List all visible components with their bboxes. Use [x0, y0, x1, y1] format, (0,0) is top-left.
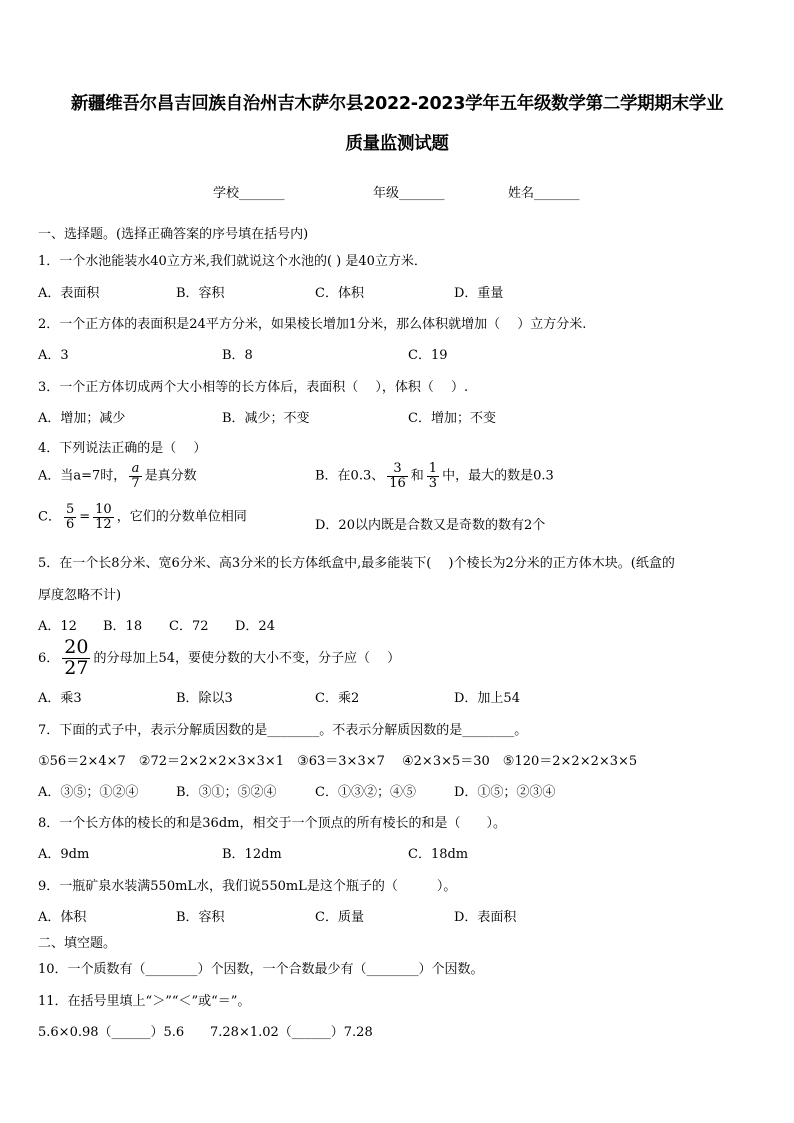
- question-1: 1．一个水池能装水40立方米,我们就说这个水池的( ) 是40立方米．: [38, 254, 427, 269]
- q2-option-b: B．8: [222, 348, 253, 363]
- fraction-denominator: 12: [95, 516, 112, 532]
- q2-option-a: A．3: [38, 348, 69, 363]
- q8-option-b: B．12dm: [222, 847, 282, 862]
- question-11: 11．在括号里填上“＞”“＜”或“＝”。: [38, 994, 251, 1009]
- question-3: 3．一个正方体切成两个大小相等的长方体后，表面积（ ），体积（ ）.: [38, 380, 469, 395]
- fraction-denominator: 3: [428, 475, 438, 491]
- fraction-1-over-3: [427, 462, 439, 490]
- name-field: 姓名_______: [508, 186, 580, 201]
- question-6: [38, 638, 400, 679]
- q9-option-d: D．表面积: [454, 910, 517, 925]
- q1-option-c: C．体积: [315, 286, 364, 301]
- question-7: 7．下面的式子中，表示分解质因数的是________。不表示分解质因数的是________。: [38, 723, 528, 738]
- q7-expressions: ①56＝2×4×7 ②72＝2×2×2×3×3×1 ③63＝3×3×7 ④2×3×5＝30 ⑤120＝2×2×2×3×5: [38, 754, 638, 769]
- section-heading-fill: 二、填空题。: [38, 936, 117, 951]
- q5-option-c: C．72: [169, 619, 209, 634]
- q4-option-c: [38, 503, 247, 531]
- question-9: 9．一瓶矿泉水装满550mL水，我们说550mL是这个瓶子的（ ）。: [38, 879, 457, 894]
- fraction-numerator: 1: [428, 461, 438, 476]
- q6-option-b: B．除以3: [176, 691, 233, 706]
- q11-expression-2: 7.28×1.02（______）7.28: [210, 1025, 373, 1040]
- fraction-numerator: a: [129, 462, 141, 477]
- fraction-numerator: 3: [387, 462, 408, 477]
- question-2: 2．一个正方体的表面积是24平方分米，如果棱长增加1分米，那么体积就增加（ ）立方分米.: [38, 317, 587, 332]
- page-title-line2: 质量监测试题: [345, 134, 449, 154]
- q4-option-a-suffix: 是真分数: [144, 468, 197, 484]
- q7-option-d: D．①⑤；②③④: [454, 785, 556, 800]
- grade-field: 年级_______: [373, 186, 445, 201]
- fraction-20-over-27: [62, 638, 90, 679]
- q5-option-b: B．18: [103, 619, 143, 634]
- q9-option-b: B．容积: [176, 910, 225, 925]
- q9-option-a: A．体积: [38, 910, 87, 925]
- q1-option-d: D．重量: [454, 286, 504, 301]
- section-heading-choice: 一、选择题。(选择正确答案的序号填在括号内): [38, 227, 309, 242]
- question-5-line1: 5．在一个长8分米、宽6分米、高3分米的长方体纸盒中,最多能装下( )个棱长为2分米的正方体木块。(纸盒的: [38, 556, 675, 571]
- fraction-numerator: 10: [95, 502, 112, 517]
- fraction-numerator: 20: [64, 636, 89, 658]
- q4-option-a-prefix: A．当a=7时，: [38, 468, 127, 484]
- equals-sign: =: [79, 509, 91, 525]
- school-field: 学校_______: [213, 186, 285, 201]
- q4-option-a: [38, 462, 197, 490]
- q7-option-a: A．③⑤；①②④: [38, 785, 139, 800]
- fraction-denominator: 7: [131, 475, 140, 491]
- question-4: 4．下列说法正确的是（ ）: [38, 441, 207, 456]
- q9-option-c: C．质量: [315, 910, 364, 925]
- fraction-3-over-16: [387, 462, 408, 490]
- q1-option-b: B．容积: [176, 286, 225, 301]
- q4-option-b-prefix: B．在0.3、: [315, 468, 385, 484]
- q8-option-c: C．18dm: [408, 847, 469, 862]
- q1-option-a: A．表面积: [38, 286, 100, 301]
- fraction-numerator: 5: [65, 502, 75, 517]
- fraction-5-over-6: [64, 503, 76, 531]
- q4-option-b-mid: 和: [410, 468, 424, 484]
- question-5-line2: 厚度忽略不计): [38, 588, 122, 603]
- q3-option-c: C．增加；不变: [408, 411, 496, 426]
- fraction-a-over-7: [129, 462, 141, 490]
- q5-option-a: A．12: [38, 619, 77, 634]
- fraction-denominator: 6: [65, 516, 75, 532]
- q2-option-c: C．19: [408, 348, 448, 363]
- q4-option-c-suffix: ，它们的分数单位相同: [116, 509, 247, 525]
- question-10: 10．一个质数有（________）个因数，一个合数最少有（________）个因数。: [38, 962, 484, 977]
- q3-option-b: B．减少；不变: [222, 411, 310, 426]
- q6-suffix: 的分母加上54，要使分数的大小不变，分子应（ ）: [93, 650, 401, 666]
- q5-option-d: D．24: [235, 619, 275, 634]
- fraction-denominator: 16: [389, 475, 406, 491]
- fraction-denominator: 27: [64, 656, 89, 679]
- q8-option-a: A．9dm: [38, 847, 90, 862]
- q4-option-d: D．20以内既是合数又是奇数的数有2个: [315, 518, 546, 533]
- q4-option-c-prefix: C．: [38, 509, 61, 525]
- q4-option-b: [315, 462, 554, 490]
- q7-option-c: C．①③②；④⑤: [315, 785, 416, 800]
- fraction-10-over-12: [93, 503, 114, 531]
- q11-expression-1: 5.6×0.98（______）5.6: [38, 1025, 185, 1040]
- q4-option-b-suffix: 中，最大的数是0.3: [442, 468, 554, 484]
- question-8: 8．一个长方体的棱长的和是36dm，相交于一个顶点的所有棱长的和是（ ）。: [38, 816, 506, 831]
- q6-option-a: A．乘3: [38, 691, 82, 706]
- q3-option-a: A．增加；减少: [38, 411, 126, 426]
- page-title: 新疆维吾尔昌吉回族自治州吉木萨尔县2022-2023学年五年级数学第二学期期末学业: [70, 94, 724, 114]
- q6-option-d: D．加上54: [454, 691, 520, 706]
- q6-prefix: 6．: [38, 650, 60, 666]
- q6-option-c: C．乘2: [315, 691, 360, 706]
- q7-option-b: B．③①；⑤②④: [176, 785, 277, 800]
